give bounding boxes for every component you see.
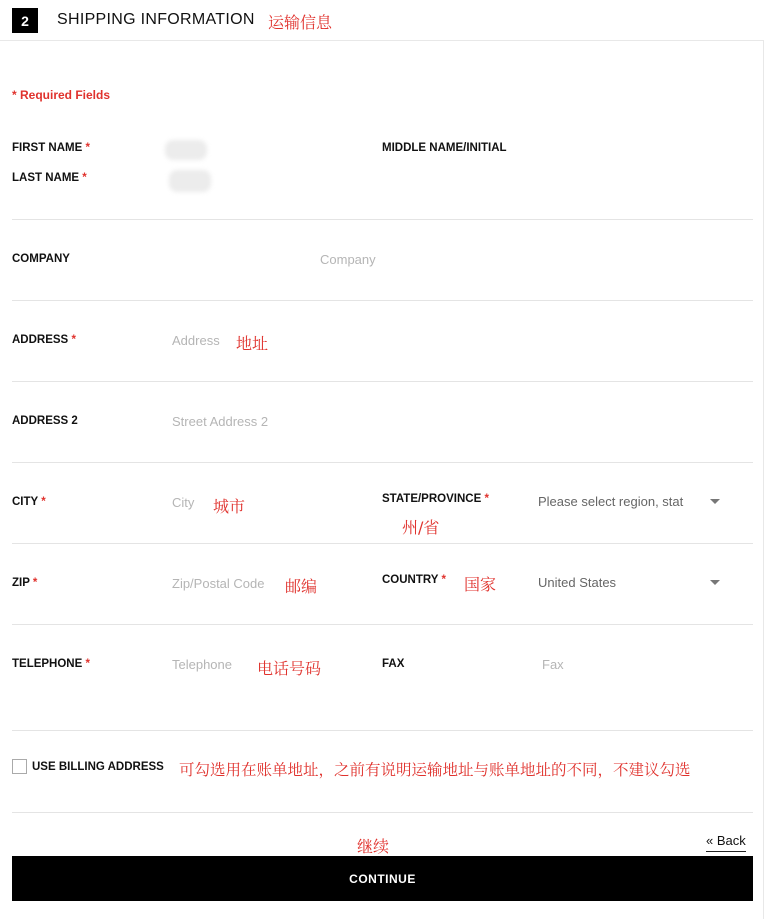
section-title: SHIPPING INFORMATION [57,11,255,28]
city-input[interactable]: City [172,495,195,510]
address-input[interactable]: Address [172,333,220,348]
row-divider [12,219,753,220]
country-annotation: 国家 [464,575,497,594]
chevron-down-icon[interactable] [710,499,720,504]
continue-annotation: 继续 [357,837,390,856]
state-annotation: 州/省 [402,518,440,537]
last-name-value-redacted[interactable] [169,170,211,192]
zip-input[interactable]: Zip/Postal Code [172,576,265,591]
header-divider [0,40,764,41]
use-billing-address-label[interactable]: USE BILLING ADDRESS [32,761,164,773]
row-divider [12,730,753,731]
telephone-label: TELEPHONE * [12,658,90,670]
row-divider [12,543,753,544]
country-select[interactable]: United States [538,575,617,590]
address2-label: ADDRESS 2 [12,415,78,427]
back-link[interactable]: « Back [706,833,746,852]
address-annotation: 地址 [236,334,269,353]
state-label: STATE/PROVINCE * [382,493,489,505]
fax-label: FAX [382,658,405,670]
billing-annotation: 可勾选用在账单地址，之前有说明运输地址与账单地址的不同，不建议勾选 [179,761,691,779]
continue-button[interactable]: CONTINUE [12,856,753,901]
state-select[interactable]: Please select region, stat [538,494,684,509]
last-name-label: LAST NAME * [12,172,87,184]
address2-input[interactable]: Street Address 2 [172,414,269,429]
first-name-value-redacted[interactable] [165,140,207,160]
city-label: CITY * [12,496,46,508]
zip-annotation: 邮编 [285,577,318,596]
step-number-badge: 2 [12,8,38,33]
middle-name-label: MIDDLE NAME/INITIAL [382,142,507,154]
country-label: COUNTRY * [382,574,446,586]
fax-input[interactable]: Fax [542,657,564,672]
section-title-annotation: 运输信息 [268,13,333,32]
first-name-label: FIRST NAME * [12,142,90,154]
use-billing-address-checkbox[interactable] [12,759,27,774]
telephone-annotation: 电话号码 [257,659,322,678]
row-divider [12,381,753,382]
row-divider [12,624,753,625]
chevron-down-icon[interactable] [710,580,720,585]
row-divider [12,462,753,463]
company-input[interactable]: Company [320,252,376,267]
city-annotation: 城市 [213,497,246,516]
company-label: COMPANY [12,253,70,265]
row-divider [12,300,753,301]
row-divider [12,812,753,813]
required-fields-note: * Required Fields [12,88,111,102]
telephone-input[interactable]: Telephone [172,657,232,672]
zip-label: ZIP * [12,577,38,589]
address-label: ADDRESS * [12,334,76,346]
